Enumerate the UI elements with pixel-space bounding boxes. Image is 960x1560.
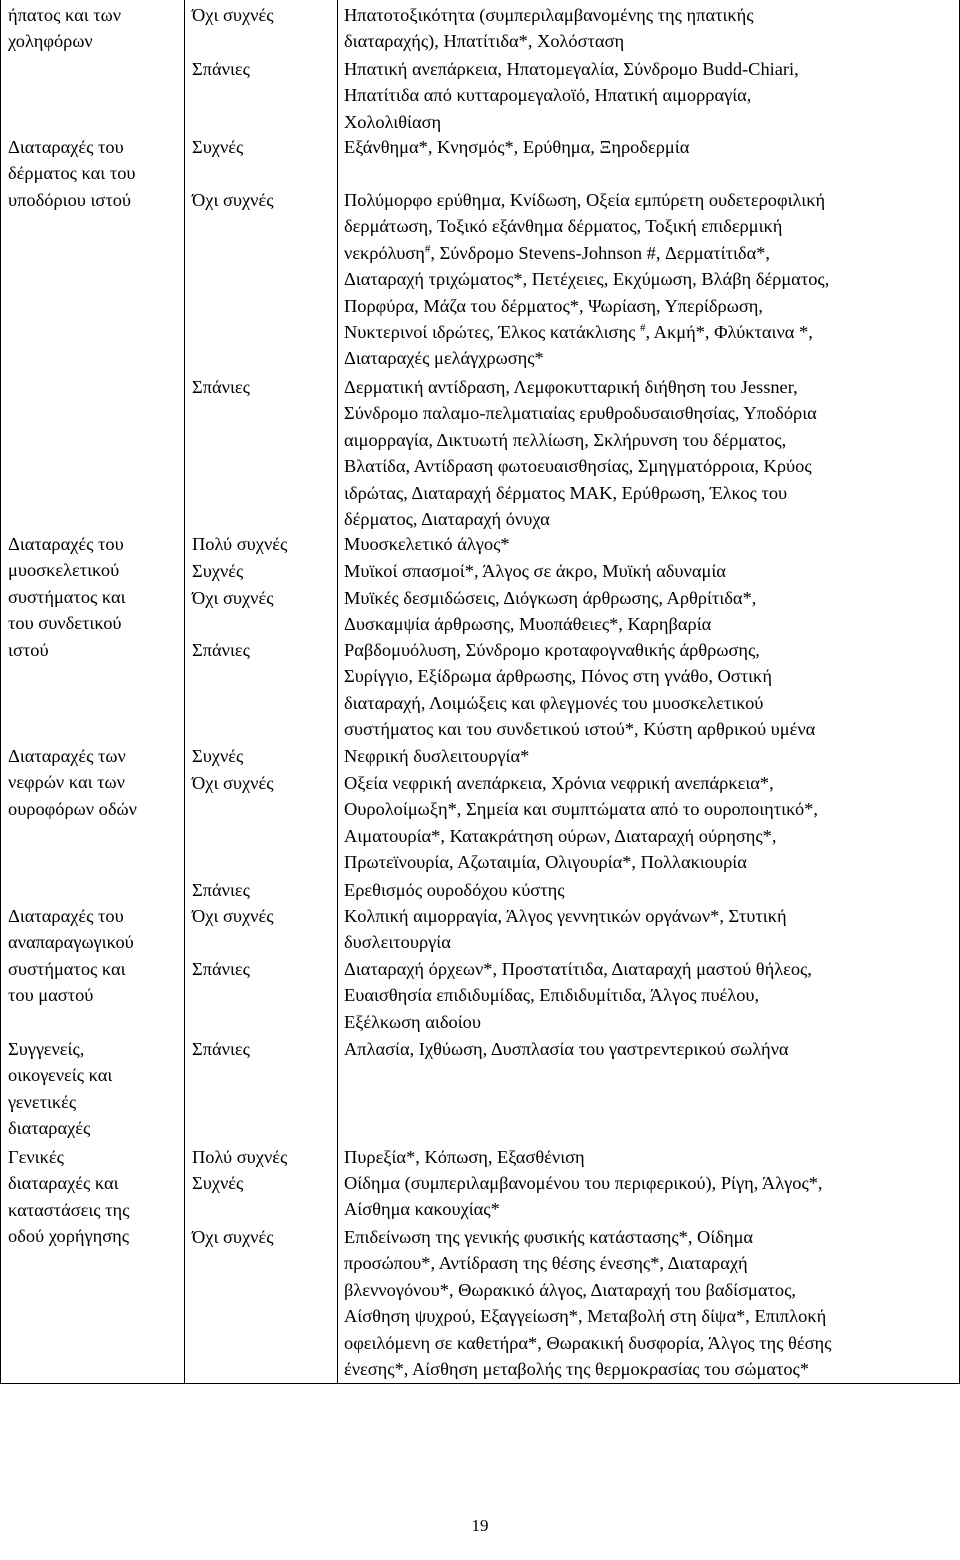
page-number: 19 — [471, 1516, 489, 1535]
frequency-label: Όχι συχνές — [192, 588, 274, 608]
frequency-cell — [192, 1036, 332, 1062]
text-line: υποδόριου ιστού — [8, 189, 132, 210]
text-line: νεκρόλυση#, Σύνδρομο Stevens-Johnson #, Δερματίτιδα*, — [344, 242, 771, 263]
text-line: ιστού — [8, 639, 49, 660]
frequency-cell — [192, 1144, 332, 1170]
frequency-cell — [192, 903, 332, 929]
text-line: οφειλόμενη σε καθετήρα*, Θωρακική δυσφορία, Άλγος της θέσης — [344, 1332, 832, 1353]
text-line: ένεσης*, Αίσθηση μεταβολής της θερμοκρασίας του σώματος* — [344, 1358, 810, 1379]
adverse-effects-cell — [344, 187, 956, 372]
text-line: Χολολιθίαση — [344, 111, 442, 132]
frequency-cell — [192, 1170, 332, 1196]
text-line: Εξέλκωση αιδοίου — [344, 1011, 481, 1032]
frequency-cell — [192, 558, 332, 584]
text-line: Ραβδομυόλυση, Σύνδρομο κροταφογναθικής άρθρωσης, — [344, 640, 760, 660]
text-line: Γενικές — [8, 1147, 64, 1167]
text-line: Πρωτεϊνουρία, Αζωταιμία, Ολιγουρία*, Πολλακιουρία — [344, 852, 747, 873]
text-line: Συγγενείς, — [8, 1039, 85, 1059]
text-line: Δυσκαμψία άρθρωσης, Μυοπάθειες*, Καρηβαρία — [344, 614, 712, 635]
text-line: χοληφόρων — [8, 31, 93, 52]
text-line: αναπαραγωγικού — [8, 932, 134, 953]
frequency-cell — [192, 531, 332, 557]
frequency-cell — [192, 637, 332, 663]
text-line: Διαταραχή τριχώματος*, Πετέχειες, Εκχύμωση, Βλάβη δέρματος, — [344, 269, 830, 290]
text-line: αιμορραγία, Δικτυωτή πελλίωση, Σκλήρυνση του δέρματος, — [344, 429, 787, 450]
text-line: προσώπου*, Αντίδραση της θέσης ένεσης*, Διαταραχή — [344, 1253, 748, 1274]
adverse-effects-cell — [344, 770, 956, 876]
text-line: Διαταραχές του — [8, 906, 124, 926]
frequency-cell — [192, 187, 332, 213]
text-line: Επιδείνωση της γενικής φυσικής κατάστασης*, Οίδημα — [344, 1227, 754, 1247]
text-line: δέρματος, Διαταραχή όνυχα — [344, 508, 550, 529]
text-line: Διαταραχές του — [8, 534, 124, 554]
adverse-effects-cell — [344, 531, 956, 557]
frequency-cell — [192, 374, 332, 400]
text-line: Βλατίδα, Αντίδραση φωτοευαισθησίας, Σμηγματόρροια, Κρύος — [344, 456, 812, 477]
text-line: Πυρεξία*, Κόπωση, Εξασθένιση — [344, 1147, 585, 1167]
adverse-effects-cell — [344, 2, 956, 55]
organ-system-cell — [8, 743, 180, 822]
text-line: Ηπατική ανεπάρκεια, Ηπατομεγαλία, Σύνδρομο Budd-Chiari, — [344, 59, 799, 79]
adverse-effects-cell — [344, 877, 956, 903]
text-line: Οξεία νεφρική ανεπάρκεια, Χρόνια νεφρική ανεπάρκεια*, — [344, 773, 774, 793]
adverse-effects-cell — [344, 1144, 956, 1170]
text-line: δέρματος και του — [8, 163, 136, 184]
adverse-effects-cell — [344, 1224, 956, 1382]
frequency-label: Συχνές — [192, 561, 244, 581]
text-line: Ηπατοτοξικότητα (συμπεριλαμβανομένης της ηπατικής — [344, 5, 754, 25]
frequency-label: Σπάνιες — [192, 59, 250, 79]
frequency-cell — [192, 1224, 332, 1250]
adverse-effects-cell — [344, 558, 956, 584]
text-line: Νυκτερινοί ιδρώτες, Έλκος κατάκλισης #, Ακμή*, Φλύκταινα *, — [344, 321, 813, 342]
text-line: του συνδετικού — [8, 613, 122, 634]
frequency-label: Σπάνιες — [192, 880, 250, 900]
adverse-effects-cell — [344, 1170, 956, 1223]
adverse-effects-cell — [344, 743, 956, 769]
frequency-cell — [192, 770, 332, 796]
frequency-cell — [192, 585, 332, 611]
text-line: Μυοσκελετικό άλγος* — [344, 534, 510, 554]
text-line: γενετικές — [8, 1091, 77, 1112]
text-line: νεφρών και των — [8, 772, 125, 793]
text-line: Διαταραχές του — [8, 137, 124, 157]
frequency-label: Σπάνιες — [192, 959, 250, 979]
adverse-effects-cell — [344, 1036, 956, 1062]
text-line: Μυϊκοί σπασμοί*, Άλγος σε άκρο, Μυϊκή αδυναμία — [344, 561, 726, 581]
organ-system-cell — [8, 1036, 180, 1142]
adverse-effects-cell — [344, 374, 956, 532]
text-line: ιδρώτας, Διαταραχή δέρματος ΜΑΚ, Ερύθρωση, Έλκος του — [344, 482, 788, 503]
text-line: Ουρολοίμωξη*, Σημεία και συμπτώματα από το ουροποιητικό*, — [344, 799, 818, 820]
text-line: διαταραχές και — [8, 1173, 119, 1194]
frequency-cell — [192, 743, 332, 769]
text-line: διαταραχής), Ηπατίτιδα*, Χολόσταση — [344, 31, 625, 52]
text-line: οικογενείς και — [8, 1065, 113, 1086]
frequency-label: Όχι συχνές — [192, 1227, 274, 1247]
text-line: δυσλειτουργία — [344, 932, 451, 953]
text-line: συστήματος και του συνδετικού ιστού*, Κύστη αρθρικού υμένα — [344, 719, 816, 740]
text-line: καταστάσεις της — [8, 1199, 130, 1220]
frequency-label: Όχι συχνές — [192, 773, 274, 793]
text-line: Αιματουρία*, Κατακράτηση ούρων, Διαταραχή ούρησης*, — [344, 825, 777, 846]
frequency-cell — [192, 56, 332, 82]
text-line: Πορφύρα, Μάζα του δέρματος*, Ψωρίαση, Υπερίδρωση, — [344, 295, 763, 316]
frequency-label: Σπάνιες — [192, 640, 250, 660]
frequency-label: Πολύ συχνές — [192, 1147, 288, 1167]
adverse-effects-cell — [344, 56, 956, 135]
text-line: βλεννογόνου*, Θωρακικό άλγος, Διαταραχή του βαδίσματος, — [344, 1279, 796, 1300]
text-line: Απλασία, Ιχθύωση, Δυσπλασία του γαστρεντερικού σωλήνα — [344, 1039, 789, 1059]
organ-system-cell — [8, 134, 180, 213]
text-line: Διαταραχές των — [8, 746, 126, 766]
text-line: Σύνδρομο παλαμο-πελματιαίας ερυθροδυσαισθησίας, Υποδόρια — [344, 403, 817, 424]
text-line: Αίσθηση ψυχρού, Εξαγγείωση*, Μεταβολή στη δίψα*, Επιπλοκή — [344, 1306, 827, 1327]
organ-system-cell — [8, 531, 180, 663]
frequency-cell — [192, 134, 332, 160]
adverse-effects-cell — [344, 585, 956, 638]
text-line: ουροφόρων οδών — [8, 798, 137, 819]
text-line: διαταραχή, Λοιμώξεις και φλεγμονές του μυοσκελετικού — [344, 692, 764, 713]
text-line: ήπατος και των — [8, 5, 122, 25]
text-line: Κολπική αιμορραγία, Άλγος γεννητικών οργάνων*, Στυτική — [344, 906, 787, 926]
text-line: Διαταραχή όρχεων*, Προστατίτιδα, Διαταραχή μαστού θήλεος, — [344, 959, 812, 979]
text-line: Μυϊκές δεσμιδώσεις, Διόγκωση άρθρωσης, Αρθρίτιδα*, — [344, 588, 757, 608]
table-border-bottom — [0, 1383, 960, 1384]
adverse-effects-cell — [344, 637, 956, 743]
frequency-label: Σπάνιες — [192, 377, 250, 397]
frequency-label: Όχι συχνές — [192, 190, 274, 210]
text-line: Εξάνθημα*, Κνησμός*, Ερύθημα, Ξηροδερμία — [344, 137, 690, 157]
frequency-cell — [192, 877, 332, 903]
text-line: Ευαισθησία επιδιδυμίδας, Επιδιδυμίτιδα, Άλγος πυέλου, — [344, 985, 760, 1006]
frequency-label: Συχνές — [192, 137, 244, 157]
column-divider-effects — [337, 0, 338, 1384]
text-line: συστήματος και — [8, 958, 126, 979]
frequency-label: Όχι συχνές — [192, 906, 274, 926]
text-line: Ερεθισμός ουροδόχου κύστης — [344, 880, 565, 900]
organ-system-cell — [8, 903, 180, 1009]
frequency-cell — [192, 2, 332, 28]
text-line: διαταραχές — [8, 1118, 91, 1139]
text-line: μυοσκελετικού — [8, 560, 120, 581]
text-line: Συρίγγιο, Εξίδρωμα άρθρωσης, Πόνος στη γνάθο, Οστική — [344, 666, 772, 687]
adverse-effects-cell — [344, 956, 956, 1035]
frequency-label: Συχνές — [192, 1173, 244, 1193]
text-line: Οίδημα (συμπεριλαμβανομένου του περιφερικού), Ρίγη, Άλγος*, — [344, 1173, 823, 1193]
frequency-cell — [192, 956, 332, 982]
text-line: Διαταραχές μελάγχρωσης* — [344, 348, 544, 369]
text-line: Νεφρική δυσλειτουργία* — [344, 746, 530, 766]
table-border-left — [0, 0, 1, 1384]
text-line: Δερματική αντίδραση, Λεμφοκυτταρική διήθηση του Jessner, — [344, 377, 798, 397]
text-line: Πολύμορφο ερύθημα, Κνίδωση, Οξεία εμπύρετη ουδετεροφιλική — [344, 190, 826, 210]
text-line: οδού χορήγησης — [8, 1226, 130, 1247]
column-divider-frequency — [184, 0, 185, 1384]
frequency-label: Συχνές — [192, 746, 244, 766]
frequency-label: Σπάνιες — [192, 1039, 250, 1059]
text-line: συστήματος και — [8, 586, 126, 607]
text-line: δερμάτωση, Τοξικό εξάνθημα δέρματος, Τοξική επιδερμική — [344, 216, 783, 237]
organ-system-cell — [8, 1144, 180, 1250]
adverse-effects-cell — [344, 134, 956, 160]
adverse-effects-cell — [344, 903, 956, 956]
text-line: του μαστού — [8, 985, 94, 1006]
frequency-label: Όχι συχνές — [192, 5, 274, 25]
organ-system-cell — [8, 2, 180, 55]
text-line: Ηπατίτιδα από κυτταρομεγαλοϊό, Ηπατική αιμορραγία, — [344, 85, 752, 106]
frequency-label: Πολύ συχνές — [192, 534, 288, 554]
text-line: Αίσθημα κακουχίας* — [344, 1199, 500, 1220]
